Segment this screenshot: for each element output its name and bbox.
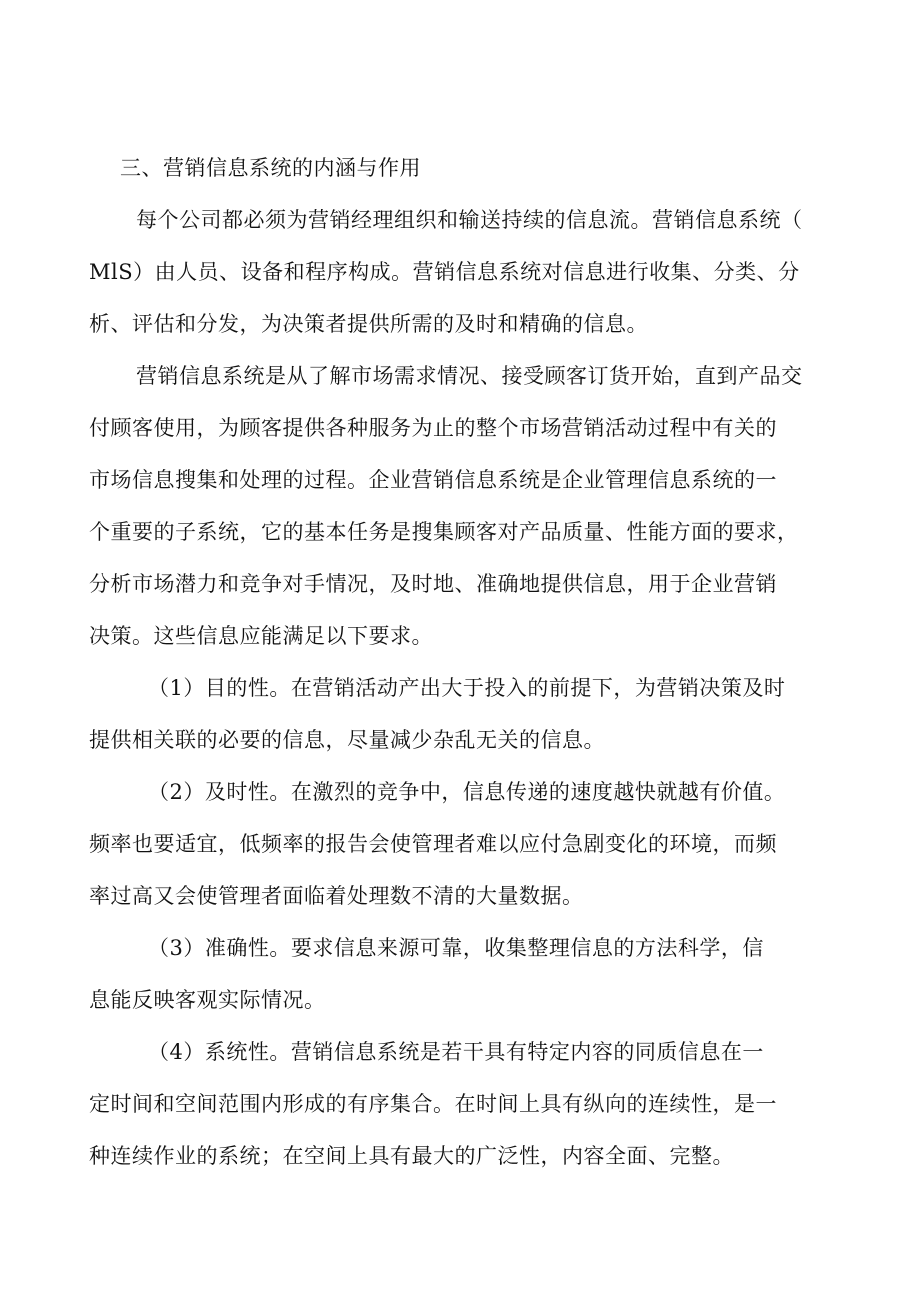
paragraph-2-line-5: 分析市场潜力和竞争对手情况，及时地、准确地提供信息，用于企业营销 xyxy=(89,572,777,596)
paragraph-2-line-3: 市场信息搜集和处理的过程。企业营销信息系统是企业管理信息系统的一 xyxy=(89,468,777,492)
item-2-line-3: 率过高又会使管理者面临着处理数不清的大量数据。 xyxy=(89,884,584,908)
item-4-line-3: 种连续作业的系统；在空间上具有最大的广泛性，内容全面、完整。 xyxy=(89,1144,734,1168)
item-4-line-1: （4）系统性。营销信息系统是若干具有特定内容的同质信息在一 xyxy=(148,1040,764,1064)
paragraph-1-line-3: 析、评估和分发，为决策者提供所需的及时和精确的信息。 xyxy=(89,312,648,336)
item-1-line-2: 提供相关联的必要的信息，尽量减少杂乱无关的信息。 xyxy=(89,728,605,752)
paragraph-2-line-1: 营销信息系统是从了解市场需求情况、接受顾客订货开始，直到产品交 xyxy=(136,364,803,388)
item-2-line-1: （2）及时性。在激烈的竞争中，信息传递的速度越快就越有价值。 xyxy=(148,780,786,804)
paragraph-1-line-1: 每个公司都必须为营销经理组织和输送持续的信息流。营销信息系统（ xyxy=(136,208,803,232)
section-heading: 三、营销信息系统的内涵与作用 xyxy=(120,156,421,180)
item-3-line-2: 息能反映客观实际情况。 xyxy=(89,988,326,1012)
paragraph-2-line-6: 决策。这些信息应能满足以下要求。 xyxy=(89,624,433,648)
item-2-line-2: 频率也要适宜，低频率的报告会使管理者难以应付急剧变化的环境，而频 xyxy=(89,832,777,856)
paragraph-2-line-4: 个重要的子系统，它的基本任务是搜集顾客对产品质量、性能方面的要求， xyxy=(89,520,799,544)
item-3-line-1: （3）准确性。要求信息来源可靠，收集整理信息的方法科学，信 xyxy=(148,936,764,960)
item-4-line-2: 定时间和空间范围内形成的有序集合。在时间上具有纵向的连续性，是一 xyxy=(89,1092,777,1116)
paragraph-1-line-2: MlS）由人员、设备和程序构成。营销信息系统对信息进行收集、分类、分 xyxy=(89,260,800,284)
item-1-line-1: （1）目的性。在营销活动产出大于投入的前提下，为营销决策及时 xyxy=(148,676,786,700)
paragraph-2-line-2: 付顾客使用，为顾客提供各种服务为止的整个市场营销活动过程中有关的 xyxy=(89,416,777,440)
